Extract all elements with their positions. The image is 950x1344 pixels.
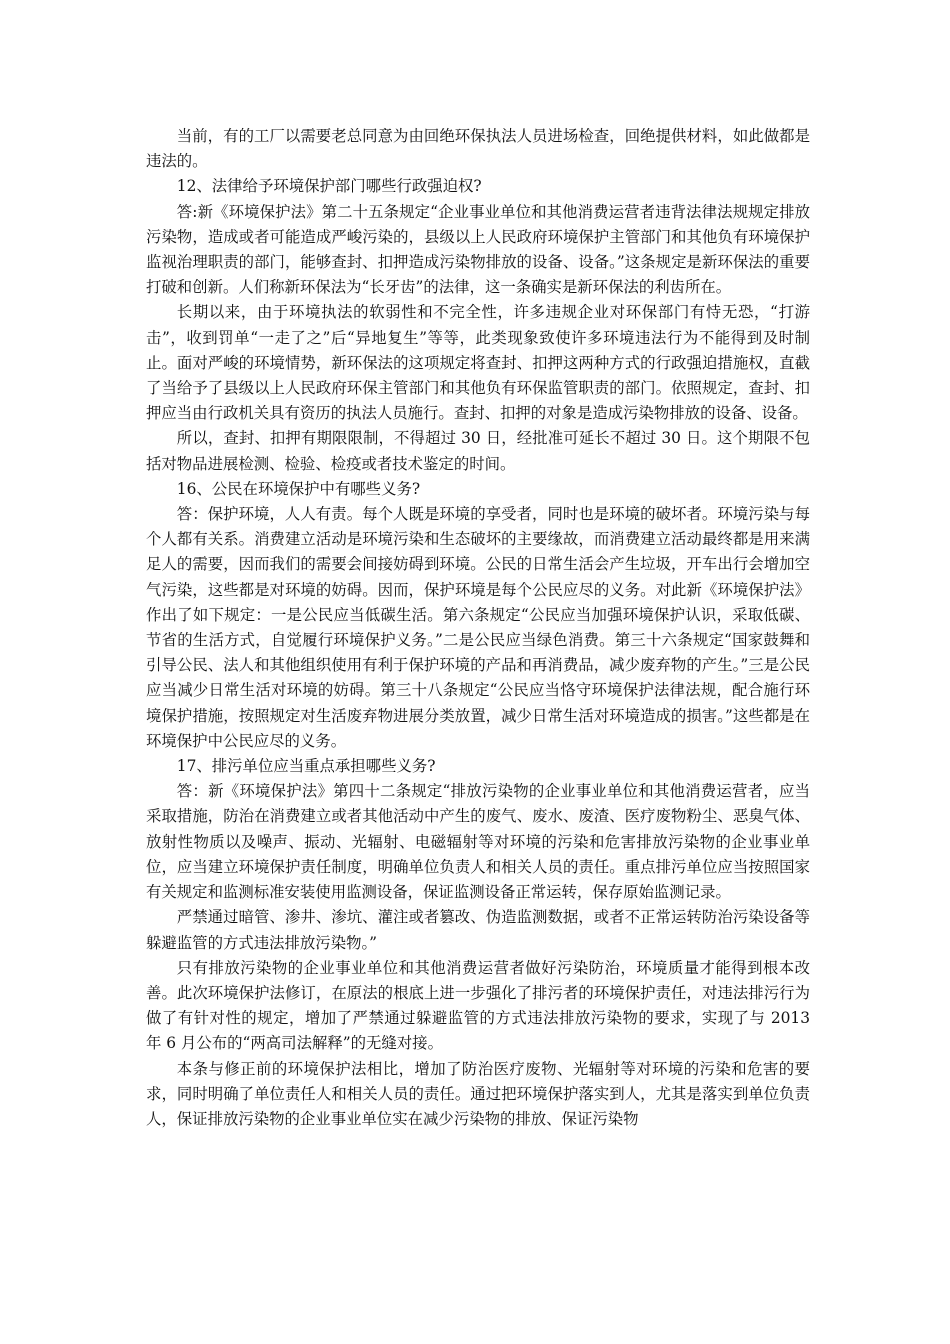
answer-16-paragraph: 答：保护环境，人人有责。每个人既是环境的享受者，同时也是环境的破坏者。环境污染与每个人都有关系。消费建立活动是环境污染和生态破坏的主要缘故，而消费建立活动最终都是用来满足人的需要，因而我们的需要会间接妨碍到环境。公民的日常生活会产生垃圾，开车出行会增加空气污染，这些都是对环境的妨碍。因而，保护环境是每个公民应尽的义务。对此新《环境保护法》作出了如下规定：一是公民应当低碳生活。第六条规定“公民应当加强环境保护认识，采取低碳、节省的生活方式，自觉履行环境保护义务。”二是公民应当绿色消费。第三十六条规定“国家鼓舞和引导公民、法人和其他组织使用有利于保护环境的产品和再消费品，减少废弃物的产生。”三是公民应当减少日常生活对环境的妨碍。第三十八条规定“公民应当恪守环境保护法律法规，配合施行环境保护措施，按照规定对生活废弃物进展分类放置，减少日常生活对环境造成的损害。”这些都是在环境保护中公民应尽的义务。 <box>146 505 810 750</box>
question-16-heading: 16、公民在环境保护中有哪些义务? <box>176 479 421 498</box>
question-17-heading: 17、排污单位应当重点承担哪些义务? <box>176 757 436 776</box>
document-body <box>146 124 810 1132</box>
answer-12-paragraph-3: 所以，查封、扣押有期限限制，不得超过 30 日，经批准可延长不超过 30 日。这个期限不包括对物品进展检测、检验、检疫或者技术鉴定的时间。 <box>146 429 810 473</box>
answer-12-paragraph-2: 长期以来，由于环境执法的软弱性和不完全性，许多违规企业对环保部门有恃无恐，“打游击”，收到罚单“一走了之”后“异地复生”等等，此类现象致使许多环境违法行为不能得到及时制止。面对严峻的环境情势，新环保法的这项规定将查封、扣押这两种方式的行政强迫措施权，直截了当给予了县级以上人民政府环保主管部门和其他负有环保监管职责的部门。依照规定，查封、扣押应当由行政机关具有资历的执法人员施行。查封、扣押的对象是造成污染物排放的设备、设备。 <box>146 303 810 423</box>
paragraph-intro: 当前，有的工厂以需要老总同意为由回绝环保执法人员进场检查，回绝提供材料，如此做都是违法的。 <box>146 127 810 171</box>
answer-17-paragraph-2: 严禁通过暗管、渗井、渗坑、灌注或者篡改、伪造监测数据，或者不正常运转防治污染设备等躲避监管的方式违法排放污染物。” <box>146 908 810 952</box>
question-12-heading: 12、法律给予环境保护部门哪些行政强迫权? <box>176 177 482 196</box>
answer-17-paragraph-4: 本条与修正前的环境保护法相比，增加了防治医疗废物、光辐射等对环境的污染和危害的要求，同时明确了单位责任人和相关人员的责任。通过把环境保护落实到人，尤其是落实到单位负责人，保证排放污染物的企业事业单位实在减少污染物的排放、保证污染物 <box>146 1059 810 1128</box>
answer-12-paragraph: 答:新《环境保护法》第二十五条规定“企业事业单位和其他消费运营者违背法律法规规定排放污染物，造成或者可能造成严峻污染的，县级以上人民政府环境保护主管部门和其他负有环境保护监视治理职责的部门，能够查封、扣押造成污染物排放的设备、设备。”这条规定是新环保法的重要打破和创新。人们称新环保法为“长牙齿”的法律，这一条确实是新环保法的利齿所在。 <box>146 202 810 297</box>
answer-17-paragraph-3: 只有排放污染物的企业事业单位和其他消费运营者做好污染防治，环境质量才能得到根本改善。此次环境保护法修订，在原法的根底上进一步强化了排污者的环境保护责任，对违法排污行为做了有针对性的规定，增加了严禁通过躲避监管的方式违法排放污染物的要求，实现了与 2013 年 6 月公布的“两高司法解释”的无缝对接。 <box>146 958 810 1053</box>
answer-17-paragraph: 答：新《环境保护法》第四十二条规定“排放污染物的企业事业单位和其他消费运营者，应当采取措施，防治在消费建立或者其他活动中产生的废气、废水、废渣、医疗废物粉尘、恶臭气体、放射性物质以及噪声、振动、光辐射、电磁辐射等对环境的污染和危害排放污染物的企业事业单位，应当建立环境保护责任制度，明确单位负责人和相关人员的责任。重点排污单位应当按照国家有关规定和监测标准安装使用监测设备，保证监测设备正常运转，保存原始监测记录。 <box>146 782 810 902</box>
